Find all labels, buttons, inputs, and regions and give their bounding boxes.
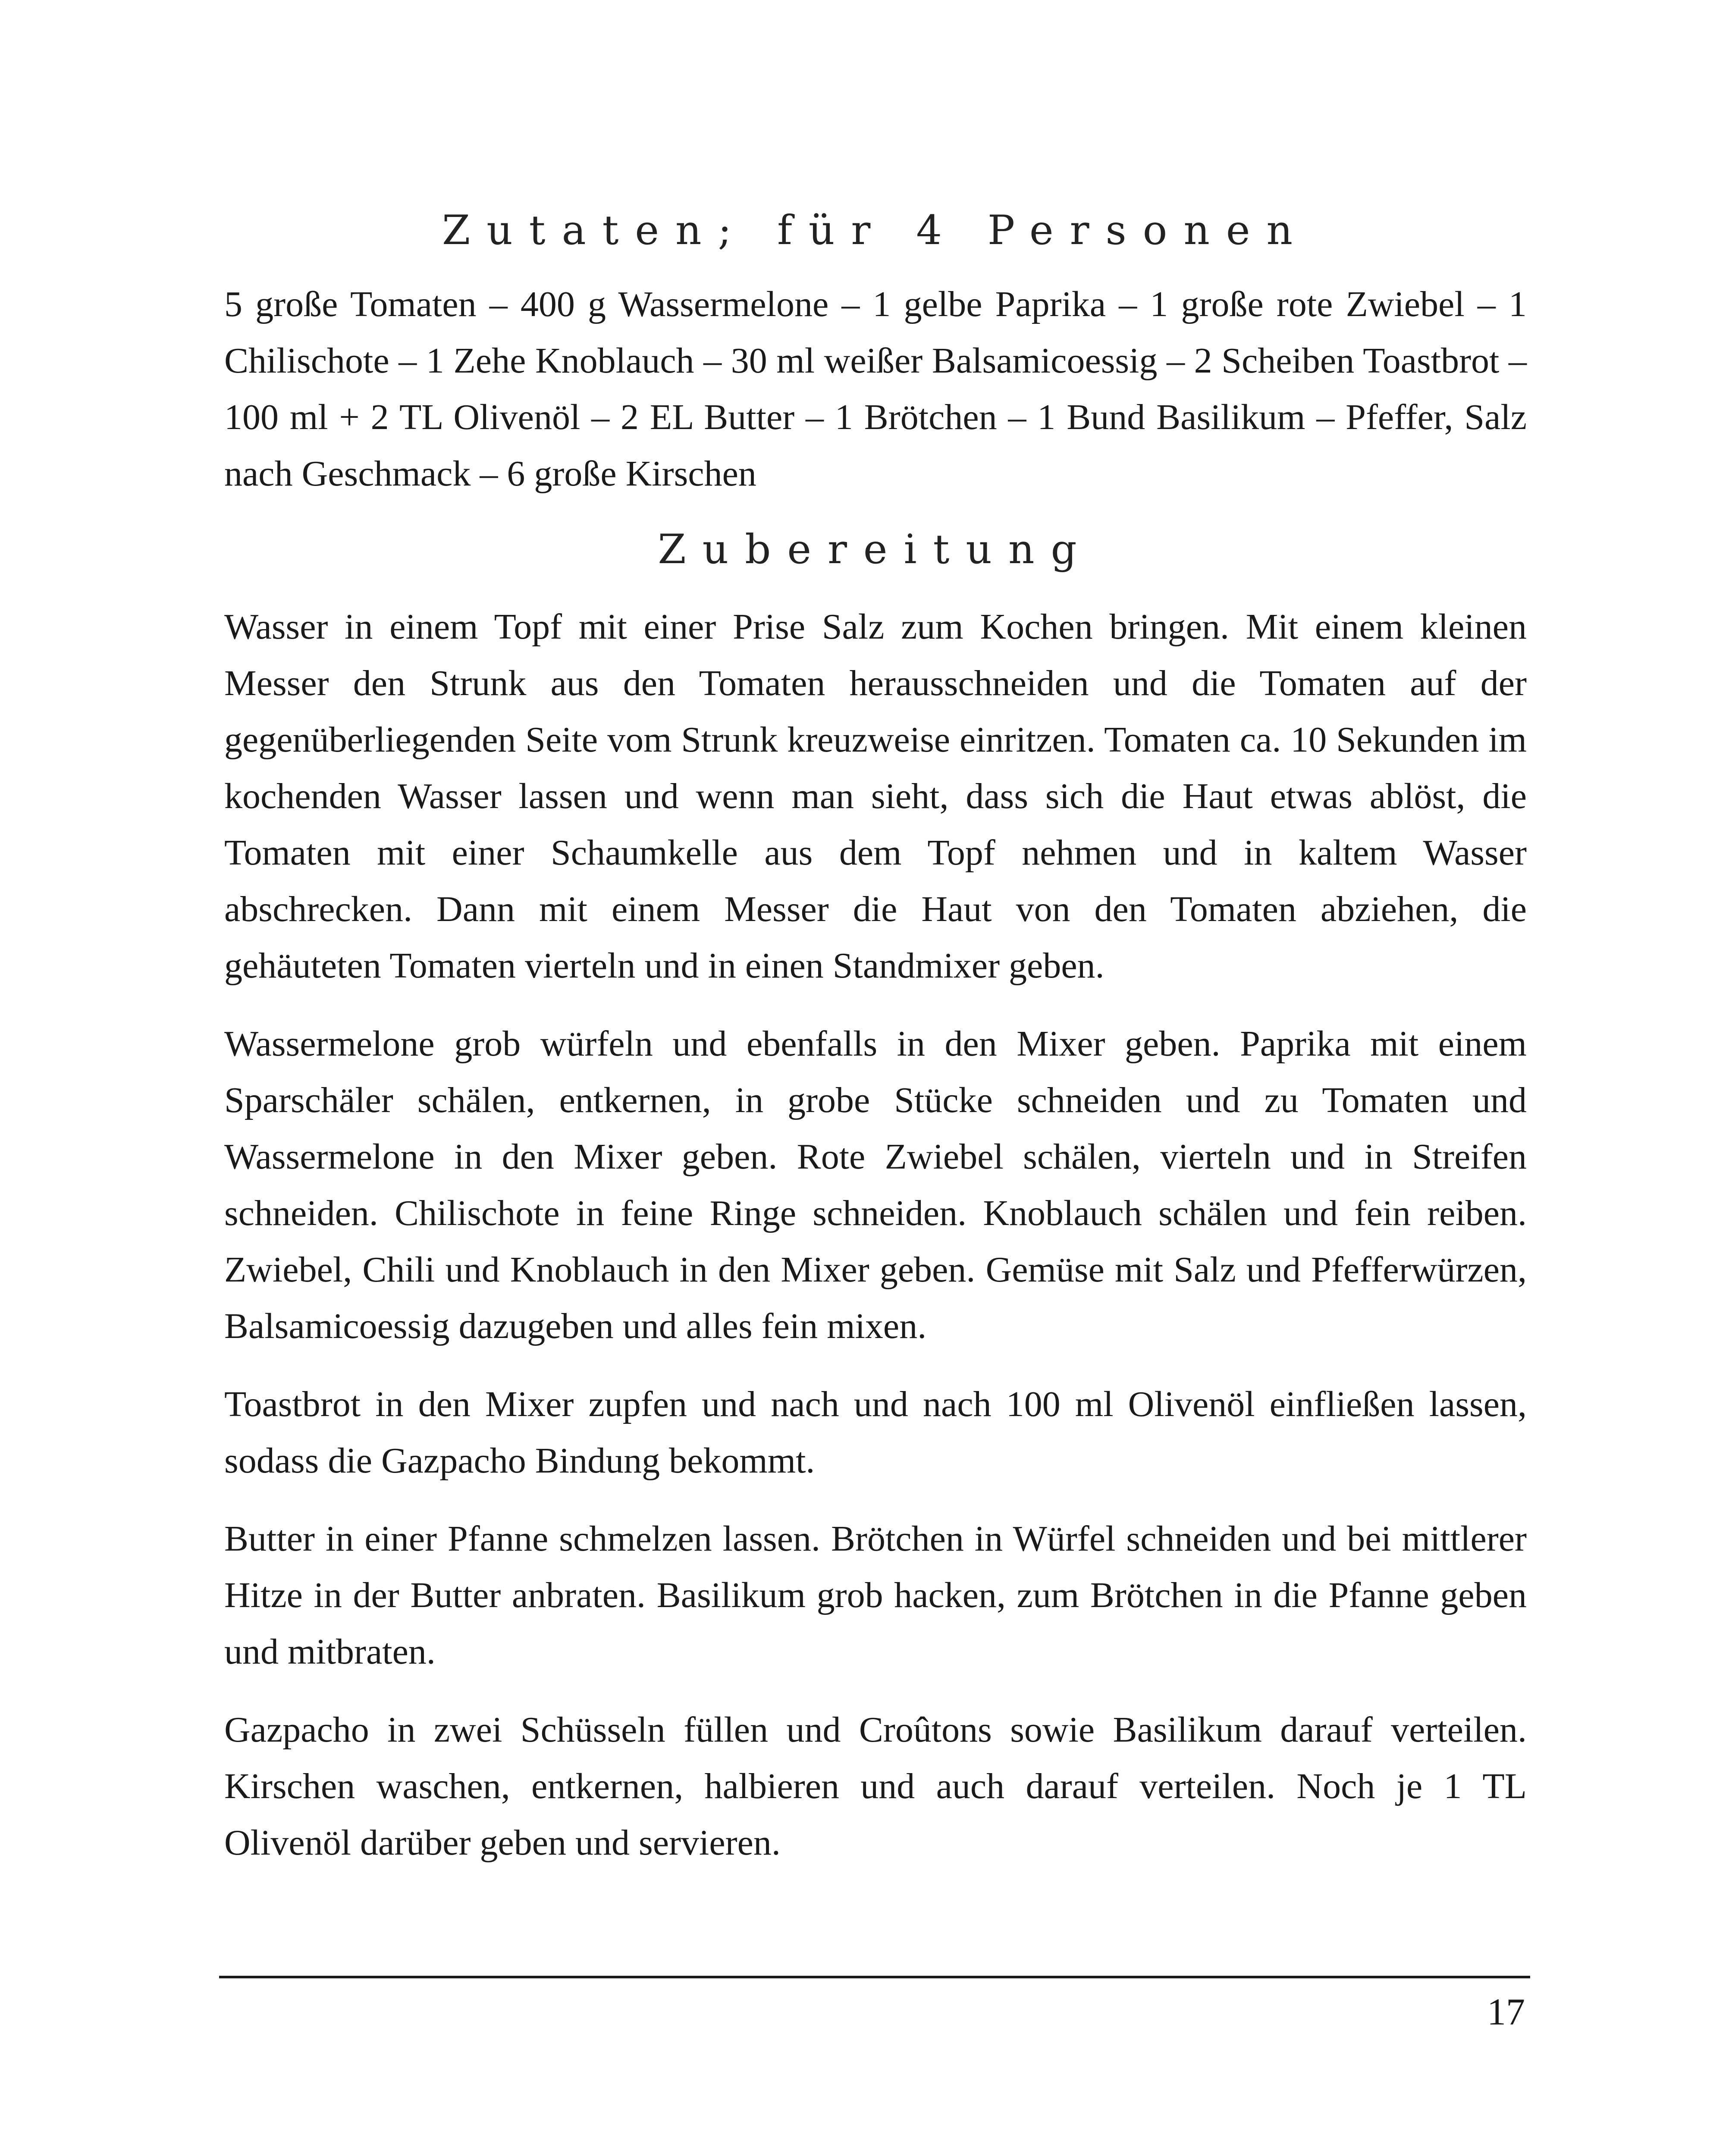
preparation-step-1: Wasser in einem Topf mit einer Prise Salz zum Kochen bringen. Mit einem kleinen Messer den Strunk aus den Tomaten herausschneiden und die Tomaten auf der gegenüberliegenden Seite vom Strunk kreuzweise einritzen. Tomaten ca. 10 Sekunden im kochenden Wasser lassen und wenn man sieht, dass sich die Haut etwas ablöst, die Tomaten mit einer Schaumkelle aus dem Topf nehmen und in kaltem Wasser abschrecken. Dann mit einem Messer die Haut von den Tomaten abziehen, die gehäuteten Tomaten vierteln und in einen Standmixer geben. [224,607,1527,986]
page-number: 17 [1487,1991,1525,2033]
ingredients-heading: Zutaten; für 4 Personen [442,207,1309,254]
preparation-step-5: Gazpacho in zwei Schüsseln füllen und Croûtons sowie Basilikum darauf verteilen. Kirschen waschen, entkernen, halbieren und auch darauf verteilen. Noch je 1 TL Olivenöl darüber geben und servieren. [224,1710,1527,1863]
recipe-content [224,203,1527,1893]
preparation-heading: Zubereitung [658,526,1093,573]
footer-divider [219,1976,1530,1978]
ingredients-list: 5 große Tomaten – 400 g Wassermelone – 1 gelbe Paprika – 1 große rote Zwiebel – 1 Chilischote – 1 Zehe Knoblauch – 30 ml weißer Balsamicoessig – 2 Scheiben Toastbrot – 100 ml + 2 TL Olivenöl – 2 EL Butter – 1 Brötchen – 1 Bund Basilikum – Pfeffer, Salz nach Geschmack – 6 große Kirschen [224,284,1527,494]
preparation-step-4: Butter in einer Pfanne schmelzen lassen. Brötchen in Würfel schneiden und bei mittlerer Hitze in der Butter anbraten. Basilikum grob hacken, zum Brötchen in die Pfanne geben und mitbraten. [224,1519,1527,1672]
preparation-step-2: Wassermelone grob würfeln und ebenfalls in den Mixer geben. Paprika mit einem Sparschäler schälen, entkernen, in grobe Stücke schneiden und zu Tomaten und Wassermelone in den Mixer geben. Rote Zwiebel schälen, vierteln und in Streifen schneiden. Chilischote in feine Ringe schneiden. Knoblauch schälen und fein reiben. Zwiebel, Chili und Knoblauch in den Mixer geben. Gemüse mit Salz und Pfefferwürzen, Balsamicoessig dazugeben und alles fein mixen. [224,1024,1527,1346]
preparation-step-3: Toastbrot in den Mixer zupfen und nach und nach 100 ml Olivenöl einfließen lassen, sodass die Gazpacho Bindung bekommt. [224,1384,1527,1481]
